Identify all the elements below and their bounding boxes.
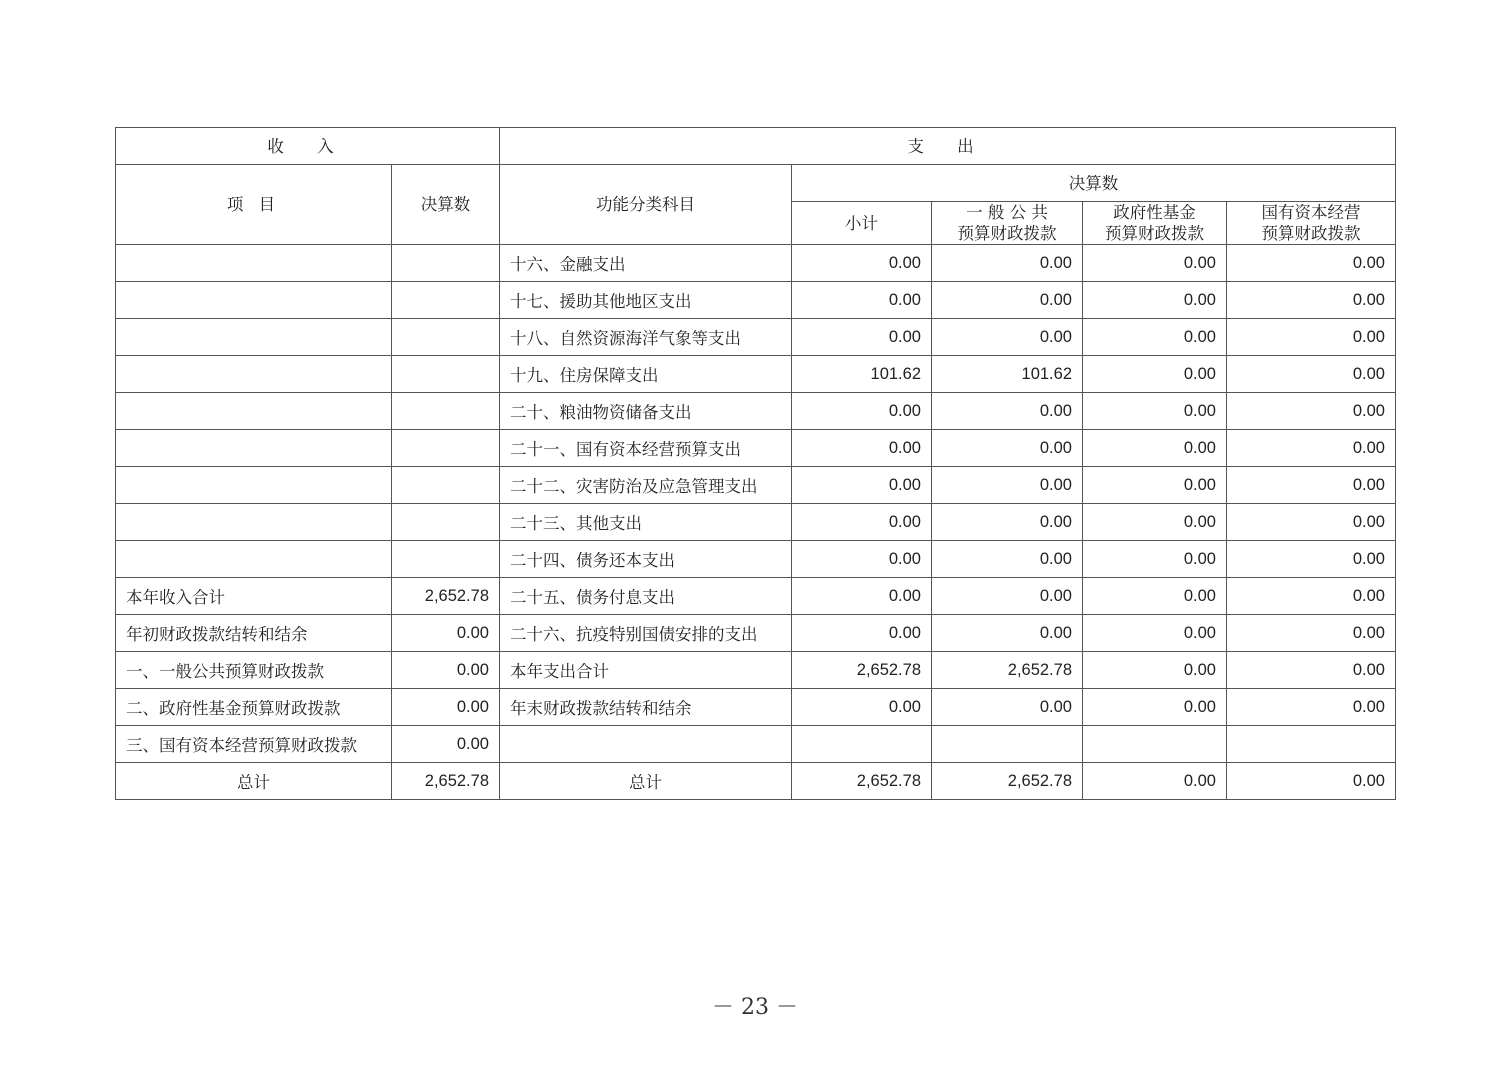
income-item-cell [116,356,392,393]
gov-fund-cell: 0.00 [1083,689,1227,726]
subtotal-cell: 0.00 [792,504,932,541]
general-budget-label-line2: 预算财政拨款 [957,224,1057,243]
general-budget-label-line1: 一 般 公 共 [966,203,1048,222]
state-capital-cell: 0.00 [1227,541,1396,578]
gov-fund-cell: 0.00 [1083,578,1227,615]
table-row [116,689,1396,726]
subtotal-cell: 0.00 [792,467,932,504]
subtotal-cell: 0.00 [792,430,932,467]
income-item-cell [116,319,392,356]
subtotal-total-cell: 2,652.78 [792,763,932,800]
general-budget-cell: 0.00 [932,541,1083,578]
income-item-cell: 一、一般公共预算财政拨款 [116,652,392,689]
subtotal-cell: 101.62 [792,356,932,393]
state-capital-cell: 0.00 [1227,319,1396,356]
general-budget-cell: 0.00 [932,393,1083,430]
general-budget-cell: 0.00 [932,430,1083,467]
income-total-label: 总计 [116,763,392,800]
income-item-cell: 三、国有资本经营预算财政拨款 [116,726,392,763]
general-budget-cell: 0.00 [932,467,1083,504]
expense-header: 支 出 [500,128,1396,165]
income-item-cell [116,282,392,319]
gov-fund-cell: 0.00 [1083,356,1227,393]
table-row [116,578,1396,615]
income-header: 收 入 [116,128,500,165]
header-row-top [116,128,1396,165]
state-capital-label-line1: 国有资本经营 [1261,203,1361,222]
income-item-cell [116,467,392,504]
income-amount-cell [392,541,500,578]
general-budget-cell: 0.00 [932,245,1083,282]
subtotal-cell: 0.00 [792,578,932,615]
general-budget-cell: 101.62 [932,356,1083,393]
general-budget-column-header [932,202,1083,245]
general-budget-cell: 0.00 [932,578,1083,615]
table-row [116,726,1396,763]
state-capital-cell: 0.00 [1227,467,1396,504]
state-capital-cell: 0.00 [1227,578,1396,615]
subtotal-cell: 2,652.78 [792,652,932,689]
category-cell: 二十五、债务付息支出 [500,578,792,615]
income-item-cell [116,430,392,467]
gov-fund-cell: 0.00 [1083,467,1227,504]
category-cell [500,726,792,763]
state-capital-cell: 0.00 [1227,689,1396,726]
income-amount-cell [392,356,500,393]
general-budget-total-cell: 2,652.78 [932,763,1083,800]
category-cell: 十七、援助其他地区支出 [500,282,792,319]
state-capital-cell: 0.00 [1227,504,1396,541]
table-row [116,319,1396,356]
state-capital-cell [1227,726,1396,763]
state-capital-cell: 0.00 [1227,245,1396,282]
general-budget-cell: 0.00 [932,504,1083,541]
subtotal-cell: 0.00 [792,393,932,430]
gov-fund-cell: 0.00 [1083,652,1227,689]
amount-group-header: 决算数 [792,165,1396,202]
gov-fund-cell: 0.00 [1083,615,1227,652]
category-cell: 二十、粮油物资储备支出 [500,393,792,430]
subtotal-cell: 0.00 [792,541,932,578]
table-row [116,282,1396,319]
income-item-cell: 二、政府性基金预算财政拨款 [116,689,392,726]
income-amount-cell: 2,652.78 [392,578,500,615]
income-amount-column-header: 决算数 [392,165,500,245]
budget-table [115,127,1396,800]
income-amount-cell [392,393,500,430]
category-cell: 十八、自然资源海洋气象等支出 [500,319,792,356]
income-item-cell [116,393,392,430]
state-capital-column-header [1227,202,1396,245]
category-cell: 二十四、债务还本支出 [500,541,792,578]
gov-fund-cell: 0.00 [1083,430,1227,467]
header-row-mid [116,165,1396,202]
general-budget-cell: 2,652.78 [932,652,1083,689]
income-amount-cell: 0.00 [392,652,500,689]
state-capital-label-line2: 预算财政拨款 [1261,224,1361,243]
income-amount-cell: 0.00 [392,726,500,763]
subtotal-cell: 0.00 [792,319,932,356]
state-capital-cell: 0.00 [1227,393,1396,430]
category-cell: 二十二、灾害防治及应急管理支出 [500,467,792,504]
category-cell: 二十三、其他支出 [500,504,792,541]
table-row [116,245,1396,282]
general-budget-cell: 0.00 [932,689,1083,726]
general-budget-cell: 0.00 [932,282,1083,319]
state-capital-total-cell: 0.00 [1227,763,1396,800]
income-item-cell [116,541,392,578]
gov-fund-cell: 0.00 [1083,245,1227,282]
income-total-amount: 2,652.78 [392,763,500,800]
general-budget-cell [932,726,1083,763]
income-item-cell [116,245,392,282]
table-row [116,467,1396,504]
table-row [116,504,1396,541]
category-column-header: 功能分类科目 [500,165,792,245]
state-capital-cell: 0.00 [1227,356,1396,393]
gov-fund-cell: 0.00 [1083,504,1227,541]
category-cell: 二十六、抗疫特别国债安排的支出 [500,615,792,652]
expense-total-label: 总计 [500,763,792,800]
subtotal-cell: 0.00 [792,245,932,282]
income-amount-cell: 0.00 [392,689,500,726]
gov-fund-total-cell: 0.00 [1083,763,1227,800]
general-budget-cell: 0.00 [932,615,1083,652]
table-row [116,541,1396,578]
state-capital-cell: 0.00 [1227,652,1396,689]
gov-fund-label-line1: 政府性基金 [1113,203,1196,222]
income-amount-cell [392,467,500,504]
table-row [116,393,1396,430]
page-number: － 23 － [712,995,798,1020]
state-capital-cell: 0.00 [1227,430,1396,467]
income-amount-cell: 0.00 [392,615,500,652]
category-cell: 本年支出合计 [500,652,792,689]
table-row [116,652,1396,689]
income-amount-cell [392,430,500,467]
state-capital-cell: 0.00 [1227,615,1396,652]
category-cell: 十九、住房保障支出 [500,356,792,393]
subtotal-cell: 0.00 [792,282,932,319]
general-budget-cell: 0.00 [932,319,1083,356]
category-cell: 十六、金融支出 [500,245,792,282]
subtotal-column-header: 小计 [792,202,932,245]
table-row [116,430,1396,467]
subtotal-cell [792,726,932,763]
income-item-cell: 本年收入合计 [116,578,392,615]
state-capital-cell: 0.00 [1227,282,1396,319]
gov-fund-cell: 0.00 [1083,319,1227,356]
category-cell: 年末财政拨款结转和结余 [500,689,792,726]
income-amount-cell [392,245,500,282]
gov-fund-cell: 0.00 [1083,282,1227,319]
income-amount-cell [392,319,500,356]
income-amount-cell [392,282,500,319]
income-amount-cell [392,504,500,541]
gov-fund-column-header [1083,202,1227,245]
category-cell: 二十一、国有资本经营预算支出 [500,430,792,467]
gov-fund-cell: 0.00 [1083,541,1227,578]
table-row [116,615,1396,652]
table-row [116,356,1396,393]
subtotal-cell: 0.00 [792,689,932,726]
gov-fund-cell [1083,726,1227,763]
gov-fund-label-line2: 预算财政拨款 [1105,224,1204,243]
subtotal-cell: 0.00 [792,615,932,652]
income-item-cell: 年初财政拨款结转和结余 [116,615,392,652]
gov-fund-cell: 0.00 [1083,393,1227,430]
total-row [116,763,1396,800]
income-item-cell [116,504,392,541]
item-column-header: 项 目 [116,165,392,245]
